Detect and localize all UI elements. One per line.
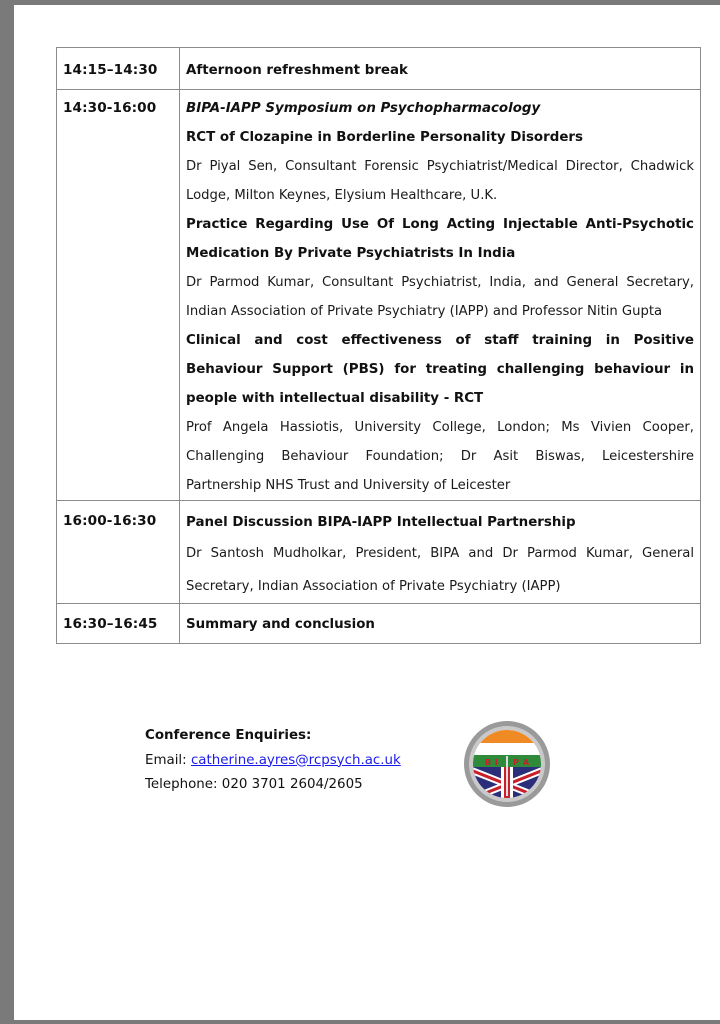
- bipa-logo-icon: [463, 720, 551, 808]
- agenda-row: [57, 90, 701, 501]
- agenda-row: [57, 501, 701, 604]
- session-time: 16:30–16:45: [57, 604, 180, 644]
- talk-speakers: Dr Parmod Kumar, Consultant Psychiatrist, India, and General Secretary, Indian Association of Private Psychiatry (IAPP) and Professor Nitin Gupta: [186, 275, 694, 319]
- email-line: [145, 749, 401, 774]
- email-link[interactable]: catherine.ayres@rcpsych.ac.uk: [190, 752, 401, 768]
- session-title: Summary and conclusion: [186, 617, 375, 632]
- agenda-row: [57, 48, 701, 90]
- talk-title: Clinical and cost effectiveness of staff training in Positive Behaviour Support (PBS) for treating challenging behaviour in people with intellectual disability - RCT: [186, 333, 694, 406]
- logo-letter: A: [523, 758, 530, 767]
- talk-speakers: Dr Piyal Sen, Consultant Forensic Psychiatrist/Medical Director, Chadwick Lodge, Milton Keynes, Elysium Healthcare, U.K.: [186, 159, 694, 203]
- enquiries-title: Conference Enquiries:: [145, 728, 312, 743]
- agenda-table: [56, 47, 701, 644]
- talk-speakers: Prof Angela Hassiotis, University College, London; Ms Vivien Cooper, Challenging Behaviour Foundation; Dr Asit Biswas, Leicestershire Partnership NHS Trust and University of Leicester: [186, 420, 694, 493]
- talk-title: Practice Regarding Use Of Long Acting Injectable Anti-Psychotic Medication By Private Psychiatrists In India: [186, 217, 694, 261]
- session-time: 14:30-16:00: [57, 90, 180, 501]
- email-label: Email:: [145, 752, 187, 768]
- document-page: [14, 5, 720, 1020]
- symposium-title: BIPA-IAPP Symposium on Psychopharmacology: [186, 101, 541, 116]
- logo-letter: P: [513, 758, 519, 767]
- telephone-number: 020 3701 2604/2605: [221, 777, 363, 792]
- telephone-line: [145, 773, 401, 798]
- session-title: Panel Discussion BIPA-IAPP Intellectual Partnership: [186, 515, 576, 530]
- conference-enquiries: [145, 724, 401, 798]
- session-title: Afternoon refreshment break: [186, 63, 408, 78]
- session-time: 14:15–14:30: [57, 48, 180, 90]
- session-speakers: Dr Santosh Mudholkar, President, BIPA and Dr Parmod Kumar, General Secretary, Indian Association of Private Psychiatry (IAPP): [186, 546, 694, 594]
- session-time: 16:00-16:30: [57, 501, 180, 604]
- agenda-row: [57, 604, 701, 644]
- logo-letter: B: [485, 758, 492, 767]
- logo-letter: I: [495, 758, 498, 767]
- telephone-label: Telephone:: [145, 777, 218, 792]
- talk-title: RCT of Clozapine in Borderline Personality Disorders: [186, 130, 583, 145]
